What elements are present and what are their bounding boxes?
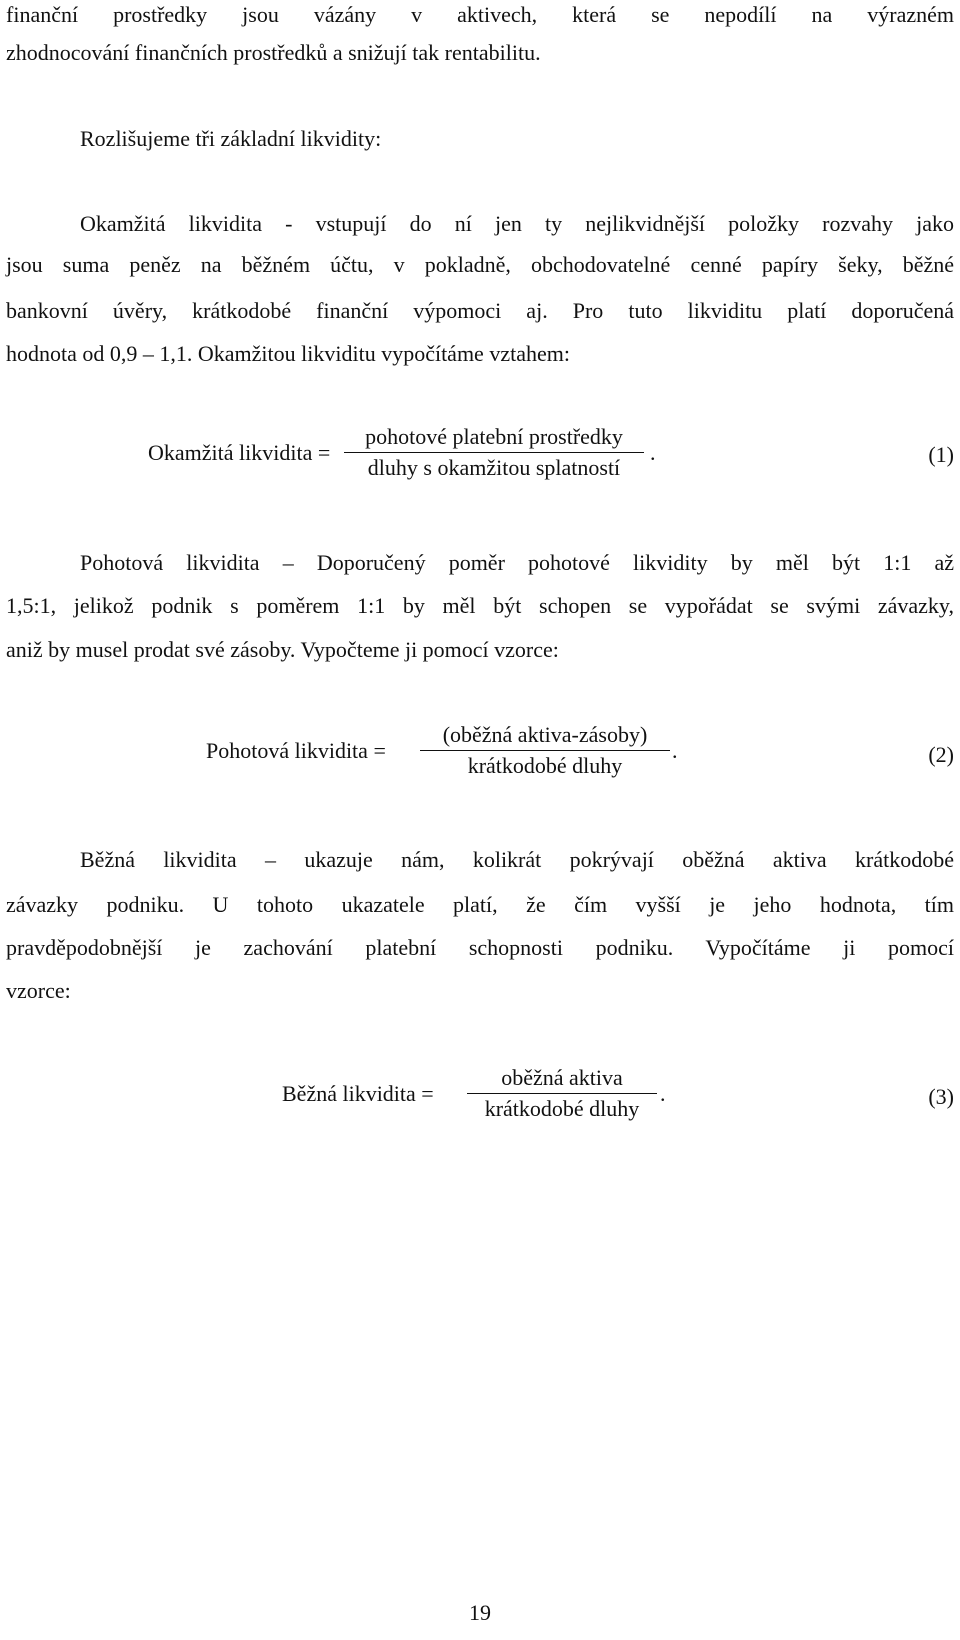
text-line: Rozlišujeme tři základní likvidity: [80, 126, 382, 151]
equation-lhs: Pohotová likvidita = [206, 738, 386, 763]
text-line: Pohotová likvidita – Doporučený poměr pohotové likvidity by měl být 1:1 až [80, 550, 954, 575]
page-number: 19 [469, 1600, 491, 1625]
equation-denominator: dluhy s okamžitou splatností [367, 455, 621, 480]
equation-fraction [344, 422, 644, 483]
equation-suffix: . [672, 738, 678, 763]
equation-number: (3) [928, 1084, 954, 1109]
text-line: Okamžitá likvidita - vstupují do ní jen ty nejlikvidnější položky rozvahy jako [80, 211, 954, 236]
equation-fraction [467, 1063, 657, 1124]
text-line: hodnota od 0,9 – 1,1. Okamžitou likviditu vypočítáme vztahem: [6, 341, 570, 366]
text-line: jsou suma peněz na běžném účtu, v pokladně, obchodovatelné cenné papíry šeky, běžné [6, 252, 954, 277]
equation-denominator: krátkodobé dluhy [484, 1096, 640, 1121]
text-line: bankovní úvěry, krátkodobé finanční výpomoci aj. Pro tuto likviditu platí doporučená [6, 298, 954, 323]
text-line: pravděpodobnější je zachování platební schopnosti podniku. Vypočítáme ji pomocí [6, 935, 954, 960]
text-line: 1,5:1, jelikož podnik s poměrem 1:1 by měl být schopen se vypořádat se svými závazky, [6, 593, 954, 618]
equation-numerator: (oběžná aktiva-zásoby) [442, 722, 648, 747]
equation-numerator: pohotové platební prostředky [365, 424, 623, 449]
text-line: zhodnocování finančních prostředků a snižují tak rentabilitu. [6, 40, 541, 65]
equation-lhs: Běžná likvidita = [282, 1081, 434, 1106]
equation-lhs: Okamžitá likvidita = [148, 440, 331, 465]
equation-number: (1) [928, 442, 954, 467]
equation-fraction [420, 720, 670, 781]
text-line: finanční prostředky jsou vázány v aktivech, která se nepodílí na výrazném [6, 2, 954, 27]
equation-suffix: . [650, 440, 656, 465]
equation-numerator: oběžná aktiva [501, 1065, 623, 1090]
text-line: vzorce: [6, 978, 71, 1003]
equation-suffix: . [660, 1081, 666, 1106]
equation-number: (2) [928, 742, 954, 767]
equation-denominator: krátkodobé dluhy [467, 753, 623, 778]
text-line: závazky podniku. U tohoto ukazatele platí, že čím vyšší je jeho hodnota, tím [6, 892, 954, 917]
text-line: Běžná likvidita – ukazuje nám, kolikrát pokrývají oběžná aktiva krátkodobé [80, 847, 954, 872]
text-line: aniž by musel prodat své zásoby. Vypočteme ji pomocí vzorce: [6, 637, 559, 662]
